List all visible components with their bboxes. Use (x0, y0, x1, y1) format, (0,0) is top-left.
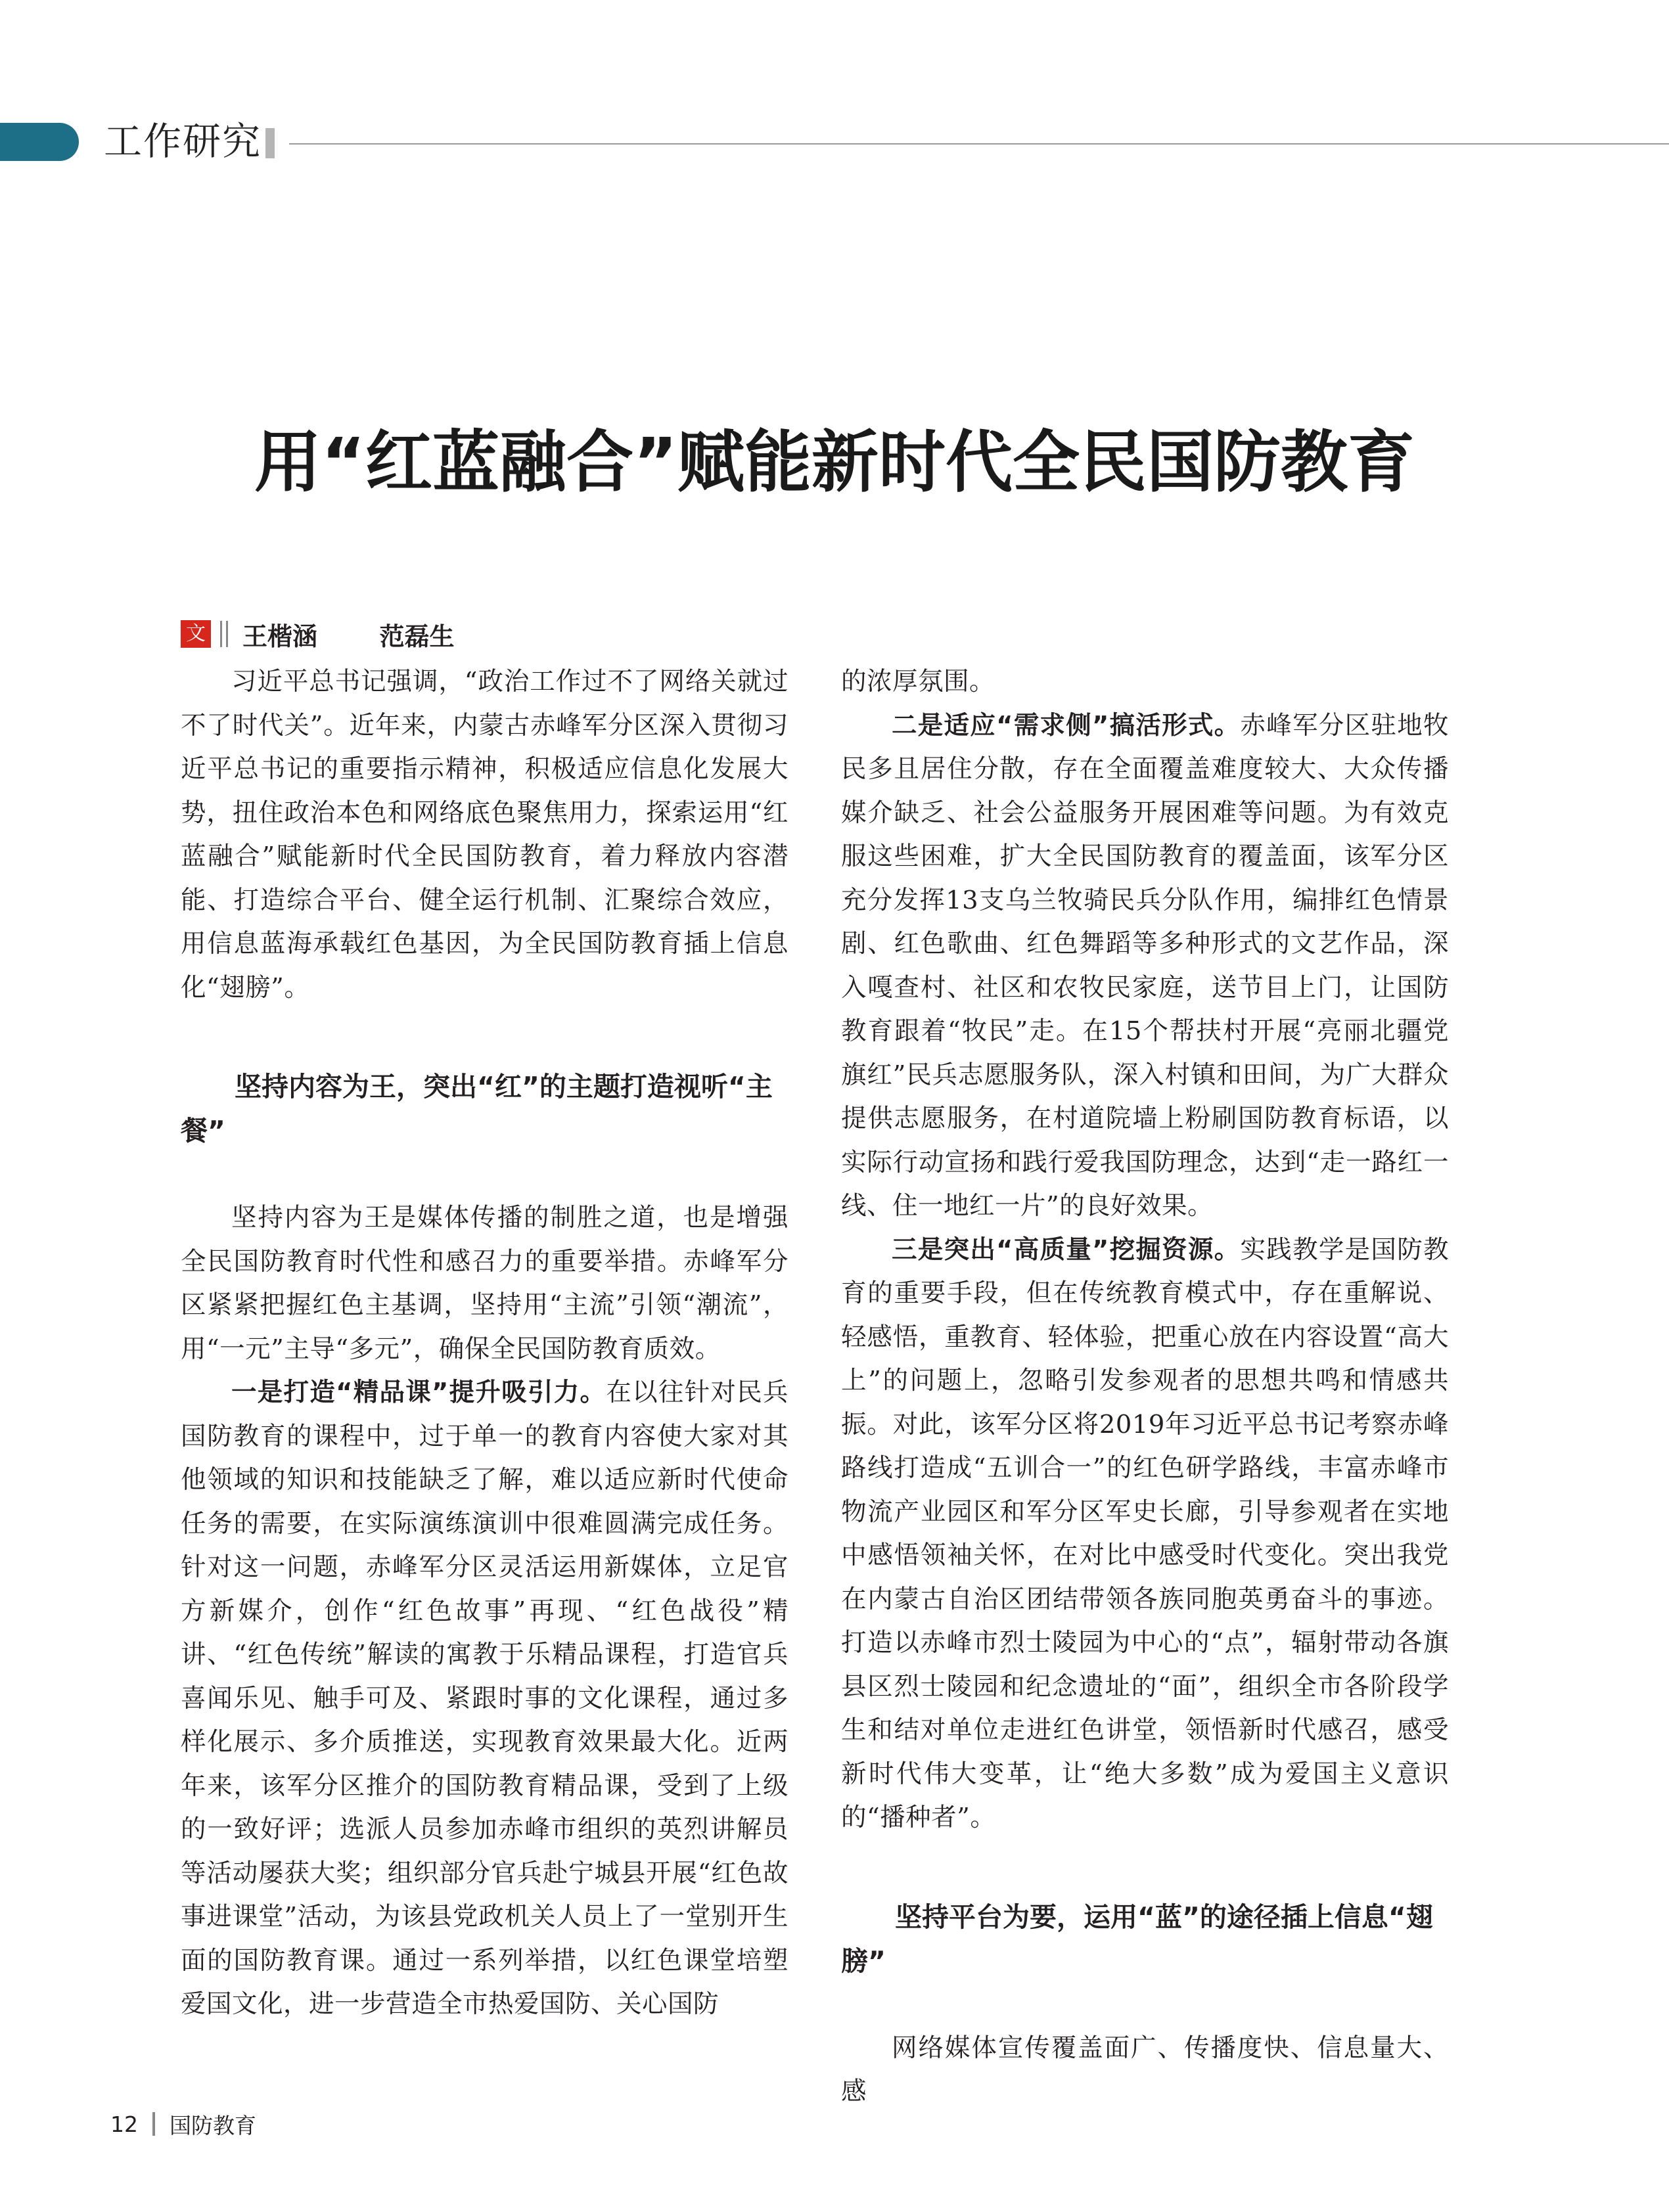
page-footer (110, 2108, 256, 2140)
section-tab-marker (0, 123, 79, 161)
paragraph-demand-side (841, 704, 1449, 1229)
footer-divider (152, 2112, 155, 2136)
magazine-name: 国防教育 (170, 2112, 256, 2138)
right-column (841, 660, 1449, 2114)
subheading-blue-platform: 坚持平台为要，运用“蓝”的途径插上信息“翅膀” (841, 1901, 1433, 1977)
paragraph-high-quality (841, 1229, 1449, 1840)
header-divider-bar (265, 128, 275, 158)
body-quality-course: 在以往针对民兵国防教育的课程中，过于单一的教育内容使大家对其他领域的知识和技能缺乏了解，难以适应新时代使命任务的需要，在实际演练演训中很难圆满完成任务。针对这一问题，赤峰军分区灵活运用新媒体，立足官方新媒介，创作“红色故事”再现、“红色战役”精讲、“红色传统”解读的寓教于乐精品课程，打造官兵喜闻乐见、触手可及、紧跟时事的文化课程，通过多样化展示、多介质推送，实现教育效果最大化。近两年来，该军分区推介的国防教育精品课，受到了上级的一致好评；选派人员参加赤峰市组织的英烈讲解员等活动屡获大奖；组织部分官兵赴宁城县开展“红色故事进课堂”活动，为该县党政机关人员上了一堂别开生面的国防教育课。通过一系列举措，以红色课堂培塑爱国文化，进一步营造全市热爱国防、关心国防 (181, 1378, 789, 2019)
subheading-red-content: 坚持内容为王，突出“红”的主题打造视听“主餐” (181, 1071, 773, 1146)
left-column (181, 660, 789, 2027)
lead-high-quality: 三是突出“高质量”挖掘资源。 (892, 1234, 1241, 1265)
article-title: 用“红蓝融合”赋能新时代全民国防教育 (254, 424, 1415, 502)
page-number: 12 (110, 2111, 138, 2137)
paragraph-content-king: 坚持内容为王是媒体传播的制胜之道，也是增强全民国防教育时代性和感召力的重要举措。赤峰军分区紧紧把握红色主基调，坚持用“主流”引领“潮流”，用“一元”主导“多元”，确保全民国防教育质效。 (181, 1203, 789, 1364)
paragraph-network-media: 网络媒体宣传覆盖面广、传播度快、信息量大、感 (841, 2033, 1449, 2106)
paragraph-quality-course (181, 1371, 789, 2027)
lead-demand-side: 二是适应“需求侧”搞活形式。 (892, 710, 1241, 740)
lead-quality-course: 一是打造“精品课”提升吸引力。 (231, 1378, 606, 1407)
continuation-text: 的浓厚氛围。 (841, 667, 995, 696)
body-high-quality: 实践教学是国防教育的重要手段，但在传统教育模式中，存在重解说、轻感悟，重教育、轻体验，把重心放在内容设置“高大上”的问题上，忽略引发参观者的思想共鸣和情感共振。对此，该军分区将2019年习近平总书记考察赤峰路线打造成“五训合一”的红色研学路线，丰富赤峰市物流产业园区和军分区军史长廊，引导参观者在实地中感悟领袖关怀，在对比中感受时代变化。突出我党在内蒙古自治区团结带领各族同胞英勇奋斗的事迹。打造以赤峰市烈士陵园为中心的“点”，辐射带动各旗县区烈士陵园和纪念遗址的“面”，组织全市各阶段学生和结对单位走进红色讲堂，领悟新时代感召，感受新时代伟大变革，让“绝大多数”成为爱国主义意识的“播种者”。 (841, 1234, 1449, 1832)
body-demand-side: 赤峰军分区驻地牧民多且居住分散，存在全面覆盖难度较大、大众传播媒介缺乏、社会公益服务开展困难等问题。为有效克服这些困难，扩大全民国防教育的覆盖面，该军分区充分发挥13支乌兰牧骑民兵分队作用，编排红色情景剧、红色歌曲、红色舞蹈等多种形式的文艺作品，深入嘎查村、社区和农牧民家庭，送节目上门，让国防教育跟着“牧民”走。在15个帮扶村开展“亮丽北疆党旗红”民兵志愿服务队，深入村镇和田间，为广大群众提供志愿服务，在村道院墙上粉刷国防教育标语，以实际行动宣扬和践行爱我国防理念，达到“走一路红一线、住一地红一片”的良好效果。 (841, 710, 1449, 1221)
byline-separator (220, 621, 228, 647)
header-rule (289, 143, 1669, 145)
intro-paragraph: 习近平总书记强调，“政治工作过不了网络关就过不了时代关”。近年来，内蒙古赤峰军分区深入贯彻习近平总书记的重要指示精神，积极适应信息化发展大势，扭住政治本色和网络底色聚焦用力，探索运用“红蓝融合”赋能新时代全民国防教育，着力释放内容潜能、打造综合平台、健全运行机制、汇聚综合效应，用信息蓝海承载红色基因，为全民国防教育插上信息化“翅膀”。 (181, 667, 789, 1003)
authors: 王楷涵 范磊生 (242, 621, 455, 651)
byline (181, 618, 454, 650)
wen-icon: 文 (181, 620, 211, 648)
section-name: 工作研究 (104, 119, 262, 164)
